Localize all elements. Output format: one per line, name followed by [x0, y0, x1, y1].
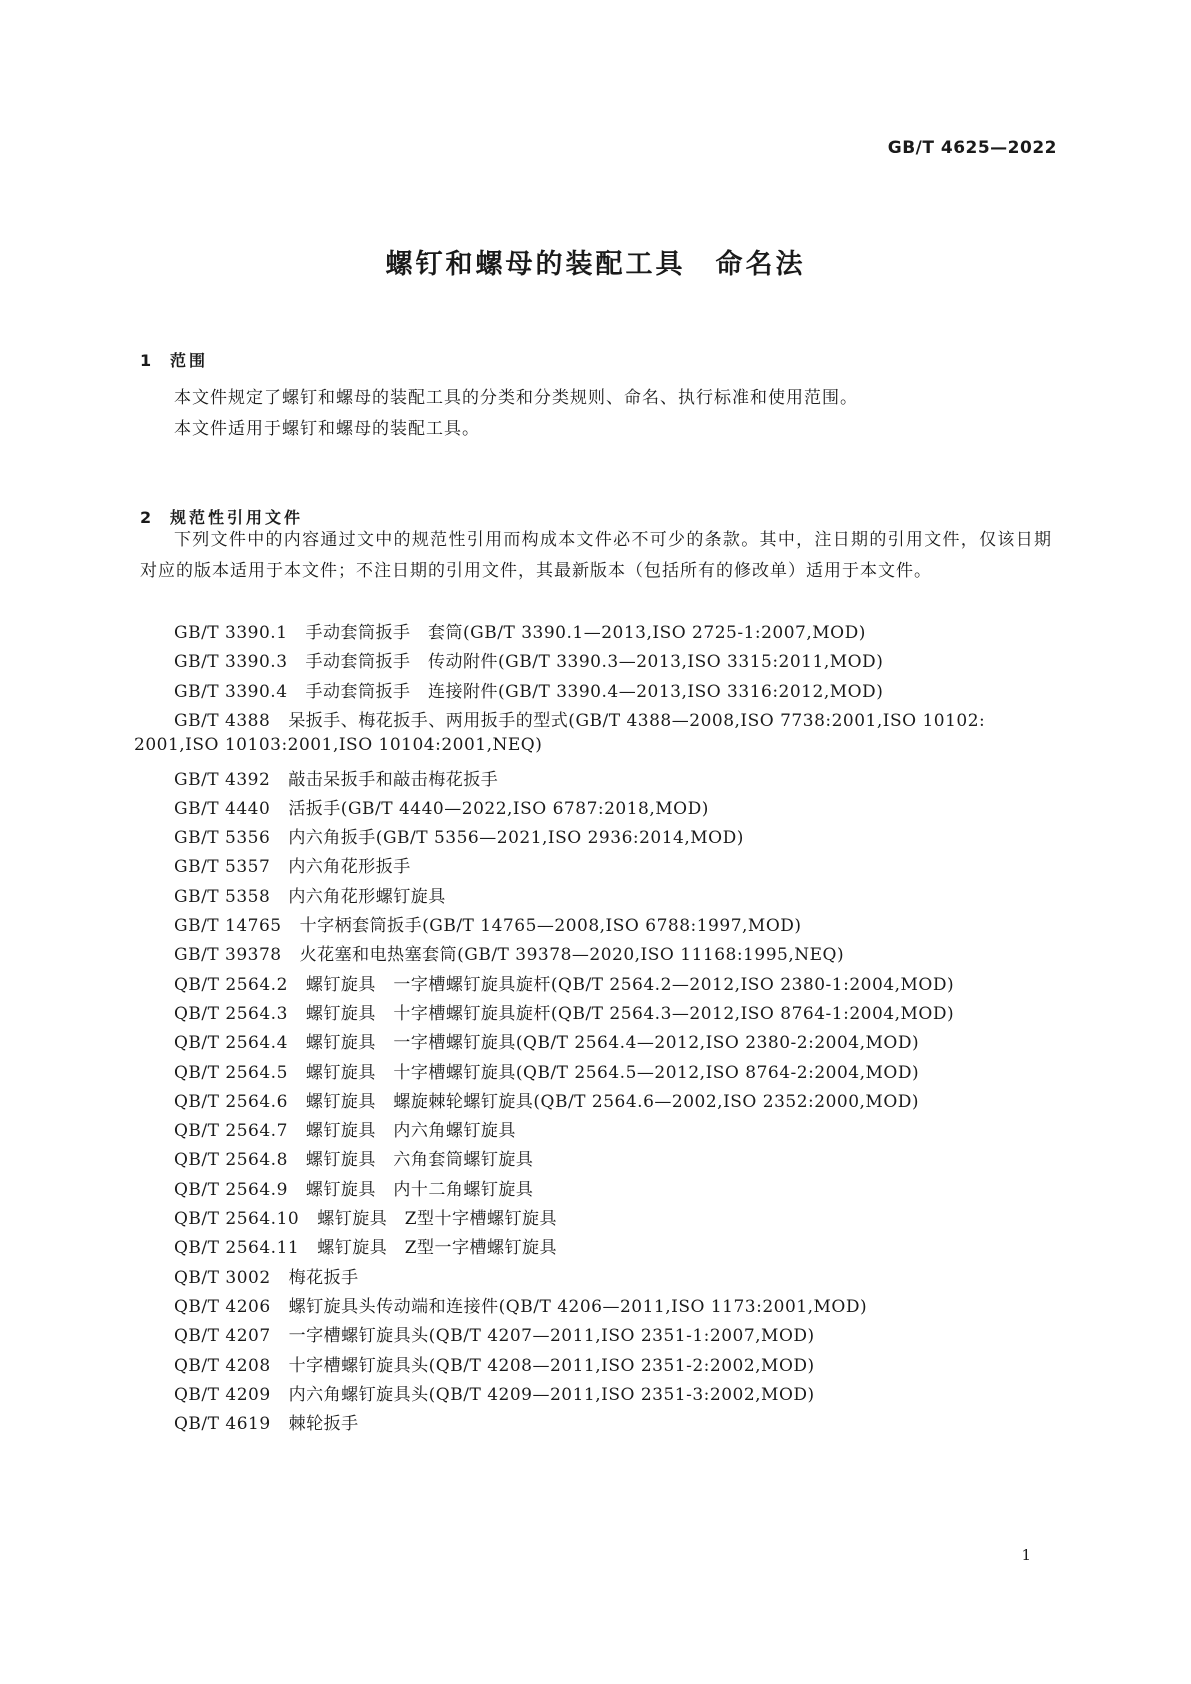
reference-title: 梅花扳手 — [288, 1268, 359, 1288]
reference-item — [174, 794, 709, 819]
reference-code: QB/T 2564.11 — [174, 1238, 300, 1258]
reference-item — [174, 647, 883, 672]
reference-title: 手动套筒扳手 套筒(GB/T 3390.1—2013,ISO 2725-1:2007,MOD) — [305, 623, 866, 643]
section-number: 2 — [140, 508, 152, 527]
reference-title: 棘轮扳手 — [288, 1414, 359, 1434]
reference-title: 手动套筒扳手 连接附件(GB/T 3390.4—2013,ISO 3316:2012,MOD) — [305, 682, 884, 702]
reference-item — [174, 1175, 533, 1200]
reference-code: QB/T 2564.7 — [174, 1121, 288, 1141]
reference-continuation: 2001,ISO 10103:2001,ISO 10104:2001,NEQ) — [134, 735, 543, 755]
reference-title: 活扳手(GB/T 4440—2022,ISO 6787:2018,MOD) — [288, 799, 709, 819]
scope-paragraph: 本文件规定了螺钉和螺母的装配工具的分类和分类规则、命名、执行标准和使用范围。 — [174, 388, 858, 408]
reference-item — [174, 970, 954, 995]
reference-code: GB/T 4388 — [174, 711, 271, 731]
reference-code: GB/T 5358 — [174, 887, 271, 907]
reference-code: QB/T 2564.5 — [174, 1063, 288, 1083]
reference-code: QB/T 4208 — [174, 1356, 271, 1376]
references-intro: 下列文件中的内容通过文中的规范性引用而构成本文件必不可少的条款。其中，注日期的引用文件，仅该日期对应的版本适用于本文件；不注日期的引用文件，其最新版本（包括所有的修改单）适用于本文件。 — [140, 530, 1052, 581]
standard-number: GB/T 4625—2022 — [887, 138, 1057, 158]
reference-item — [174, 618, 866, 643]
reference-title: 十字槽螺钉旋具头(QB/T 4208—2011,ISO 2351-2:2002,MOD) — [288, 1356, 815, 1376]
reference-code: GB/T 14765 — [174, 916, 282, 936]
reference-code: GB/T 5357 — [174, 857, 271, 877]
reference-item — [174, 1321, 815, 1346]
reference-code: QB/T 4619 — [174, 1414, 271, 1434]
reference-code: QB/T 2564.3 — [174, 1004, 288, 1024]
reference-code: QB/T 2564.2 — [174, 975, 288, 995]
reference-code: QB/T 4207 — [174, 1326, 271, 1346]
reference-code: QB/T 2564.8 — [174, 1150, 288, 1170]
reference-title: 螺钉旋具 内六角螺钉旋具 — [305, 1121, 516, 1141]
reference-item — [174, 765, 498, 790]
reference-item — [174, 677, 883, 702]
reference-title: 呆扳手、梅花扳手、两用扳手的型式(GB/T 4388—2008,ISO 7738:2001,ISO 10102: — [288, 711, 986, 731]
page-number: 1 — [1021, 1546, 1031, 1564]
reference-code: GB/T 4440 — [174, 799, 271, 819]
reference-code: QB/T 2564.10 — [174, 1209, 300, 1229]
reference-item — [174, 882, 446, 907]
reference-title: 敲击呆扳手和敲击梅花扳手 — [288, 770, 499, 790]
reference-code: QB/T 3002 — [174, 1268, 271, 1288]
reference-code: QB/T 2564.6 — [174, 1092, 288, 1112]
reference-item — [174, 1351, 815, 1376]
reference-title: 内六角扳手(GB/T 5356—2021,ISO 2936:2014,MOD) — [288, 828, 744, 848]
reference-item — [174, 999, 954, 1024]
reference-item — [174, 911, 802, 936]
reference-item — [174, 1028, 919, 1053]
reference-title: 螺钉旋具 六角套筒螺钉旋具 — [305, 1150, 534, 1170]
reference-code: QB/T 4206 — [174, 1297, 271, 1317]
page-title: 螺钉和螺母的装配工具 命名法 — [385, 249, 806, 280]
reference-item — [174, 1263, 359, 1288]
reference-title: 螺钉旋具 十字槽螺钉旋具旋杆(QB/T 2564.3—2012,ISO 8764-1:2004,MOD) — [305, 1004, 955, 1024]
reference-code: GB/T 3390.4 — [174, 682, 288, 702]
reference-code: QB/T 2564.4 — [174, 1033, 288, 1053]
reference-item — [174, 1145, 533, 1170]
reference-code: GB/T 4392 — [174, 770, 271, 790]
reference-title: 内六角螺钉旋具头(QB/T 4209—2011,ISO 2351-3:2002,MOD) — [288, 1385, 815, 1405]
section-number: 1 — [140, 351, 152, 370]
reference-code: QB/T 4209 — [174, 1385, 271, 1405]
reference-item — [174, 1409, 359, 1434]
section-title: 范围 — [170, 351, 209, 370]
reference-title: 螺钉旋具 十字槽螺钉旋具(QB/T 2564.5—2012,ISO 8764-2:2004,MOD) — [305, 1063, 920, 1083]
reference-title: 手动套筒扳手 传动附件(GB/T 3390.3—2013,ISO 3315:2011,MOD) — [305, 652, 884, 672]
reference-item — [174, 1204, 557, 1229]
reference-title: 螺钉旋具 一字槽螺钉旋具旋杆(QB/T 2564.2—2012,ISO 2380-1:2004,MOD) — [305, 975, 955, 995]
reference-code: GB/T 5356 — [174, 828, 271, 848]
reference-code: GB/T 39378 — [174, 945, 282, 965]
reference-title: 内六角花形扳手 — [288, 857, 411, 877]
reference-item — [174, 1058, 919, 1083]
reference-title: 螺钉旋具 内十二角螺钉旋具 — [305, 1180, 534, 1200]
reference-item — [174, 1116, 516, 1141]
reference-item — [174, 940, 844, 965]
reference-item — [174, 1087, 919, 1112]
reference-title: 十字柄套筒扳手(GB/T 14765—2008,ISO 6788:1997,MOD) — [299, 916, 802, 936]
section-title: 规范性引用文件 — [170, 508, 304, 527]
reference-item — [174, 852, 411, 877]
reference-code: GB/T 3390.1 — [174, 623, 288, 643]
reference-title: 螺钉旋具 螺旋棘轮螺钉旋具(QB/T 2564.6—2002,ISO 2352:2000,MOD) — [305, 1092, 920, 1112]
reference-title: 一字槽螺钉旋具头(QB/T 4207—2011,ISO 2351-1:2007,MOD) — [288, 1326, 815, 1346]
reference-title: 螺钉旋具 Z型十字槽螺钉旋具 — [317, 1209, 558, 1229]
reference-title: 火花塞和电热塞套筒(GB/T 39378—2020,ISO 11168:1995,NEQ) — [299, 945, 845, 965]
reference-title: 螺钉旋具 Z型一字槽螺钉旋具 — [317, 1238, 558, 1258]
reference-title: 螺钉旋具头传动端和连接件(QB/T 4206—2011,ISO 1173:2001,MOD) — [288, 1297, 868, 1317]
reference-code: QB/T 2564.9 — [174, 1180, 288, 1200]
section-heading-scope — [140, 348, 208, 371]
reference-item — [174, 1380, 815, 1405]
reference-item — [174, 706, 985, 731]
reference-item — [174, 1233, 557, 1258]
reference-item — [174, 1292, 867, 1317]
reference-title: 内六角花形螺钉旋具 — [288, 887, 446, 907]
reference-code: GB/T 3390.3 — [174, 652, 288, 672]
scope-paragraph: 本文件适用于螺钉和螺母的装配工具。 — [174, 419, 480, 439]
reference-title: 螺钉旋具 一字槽螺钉旋具(QB/T 2564.4—2012,ISO 2380-2:2004,MOD) — [305, 1033, 920, 1053]
reference-item — [174, 823, 744, 848]
